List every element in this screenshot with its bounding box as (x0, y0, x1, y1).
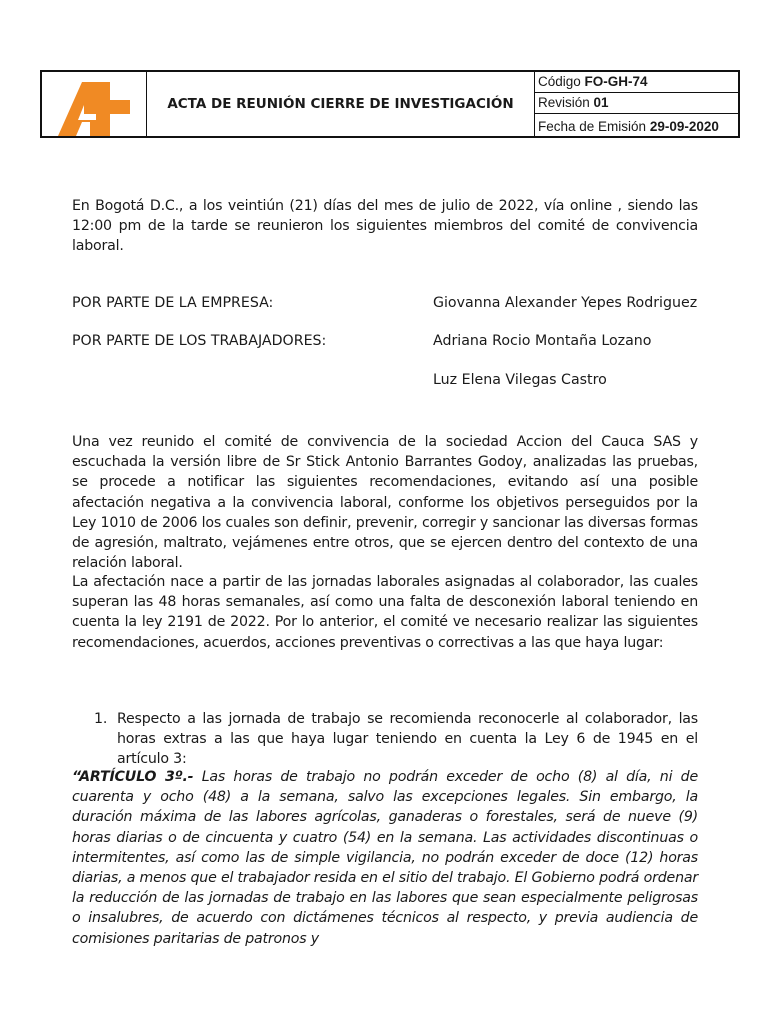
codigo-label: Código (538, 74, 581, 89)
article-heading: “ARTÍCULO 3º.- (72, 769, 194, 785)
fecha-row (535, 114, 738, 136)
revision-label: Revisión (538, 95, 590, 110)
accion-plus-logo-icon (56, 76, 136, 136)
fecha-value: 29-09-2020 (649, 119, 719, 134)
intro-paragraph (72, 196, 698, 257)
article-quote (72, 767, 698, 949)
codigo-value: FO-GH-74 (584, 74, 648, 89)
paragraph-2 (72, 572, 698, 653)
trabajador-2-name: Luz Elena Vilegas Castro (433, 372, 607, 388)
paragraph-1-text: Una vez reunido el comité de convivencia de la sociedad Accion del Cauca SAS y escuchada la versión libre de Sr Stick Antonio Barrantes Godoy, analizadas las pruebas, se procede a notificar las siguientes recomendaciones, evitando así una posible afectación negativa a la convivencia laboral, conforme los objetivos perseguidos por la Ley 1010 de 2006 los cuales son definir, prevenir, corregir y sancionar las diversas formas de agresión, maltrato, vejámenes entre otros, que se ejercen dentro del contexto de una relación laboral. (72, 434, 698, 572)
trabajador-1-name: Adriana Rocio Montaña Lozano (433, 333, 652, 349)
logo-cell (42, 72, 147, 136)
fecha-label: Fecha de Emisión (538, 119, 647, 134)
paragraph-2-text: La afectación nace a partir de las jornadas laborales asignadas al colaborador, las cuales superan las 48 horas semanales, así como una falta de desconexión laboral teniendo en cuenta la ley 2191 de 2022. Por lo anterior, el comité ve necesario realizar las siguientes recomendaciones, acuerdos, acciones preventivas o correctivas a las que haya lugar: (72, 574, 698, 651)
revision-row (535, 93, 738, 114)
intro-text: En Bogotá D.C., a los veintiún (21) días del mes de julio de 2022, vía online , siendo las 12:00 pm de la tarde se reunieron los siguientes miembros del comité de convivencia laboral. (72, 198, 698, 255)
document-header (40, 70, 740, 138)
document-meta (535, 72, 738, 136)
trabajadores-label: POR PARTE DE LOS TRABAJADORES: (72, 333, 327, 349)
codigo-row (535, 72, 738, 93)
list-item-number: 1. (94, 711, 108, 727)
empresa-name: Giovanna Alexander Yepes Rodriguez (433, 295, 698, 311)
paragraph-1 (72, 432, 698, 573)
empresa-label: POR PARTE DE LA EMPRESA: (72, 295, 274, 311)
article-text: Las horas de trabajo no podrán exceder de ocho (8) al día, ni de cuarenta y ocho (48) a la semana, salvo las excepciones legales. Sin embargo, la duración máxima de las labores agrícolas, ganaderas o forestales, será de nueve (9) horas diarias o de cincuenta y cuatro (54) en la semana. Las actividades discontinuas o intermitentes, así como las de simple vigilancia, no podrán exceder de doce (12) horas diarias, a menos que el trabajador resida en el sitio del trabajo. El Gobierno podrá ordenar la reducción de las jornadas de trabajo en las labores que sean especialmente peligrosas o insalubres, de acuerdo con dictámenes técnicos al respecto, y previa audiencia de comisiones paritarias de patronos y (72, 769, 698, 947)
list-item (94, 709, 698, 770)
document-title: ACTA DE REUNIÓN CIERRE DE INVESTIGACIÓN (147, 72, 535, 136)
revision-value: 01 (593, 95, 609, 110)
list-item-text: Respecto a las jornada de trabajo se recomienda reconocerle al colaborador, las horas extras a las que haya lugar teniendo en cuenta la Ley 6 de 1945 en el artículo 3: (117, 711, 698, 768)
